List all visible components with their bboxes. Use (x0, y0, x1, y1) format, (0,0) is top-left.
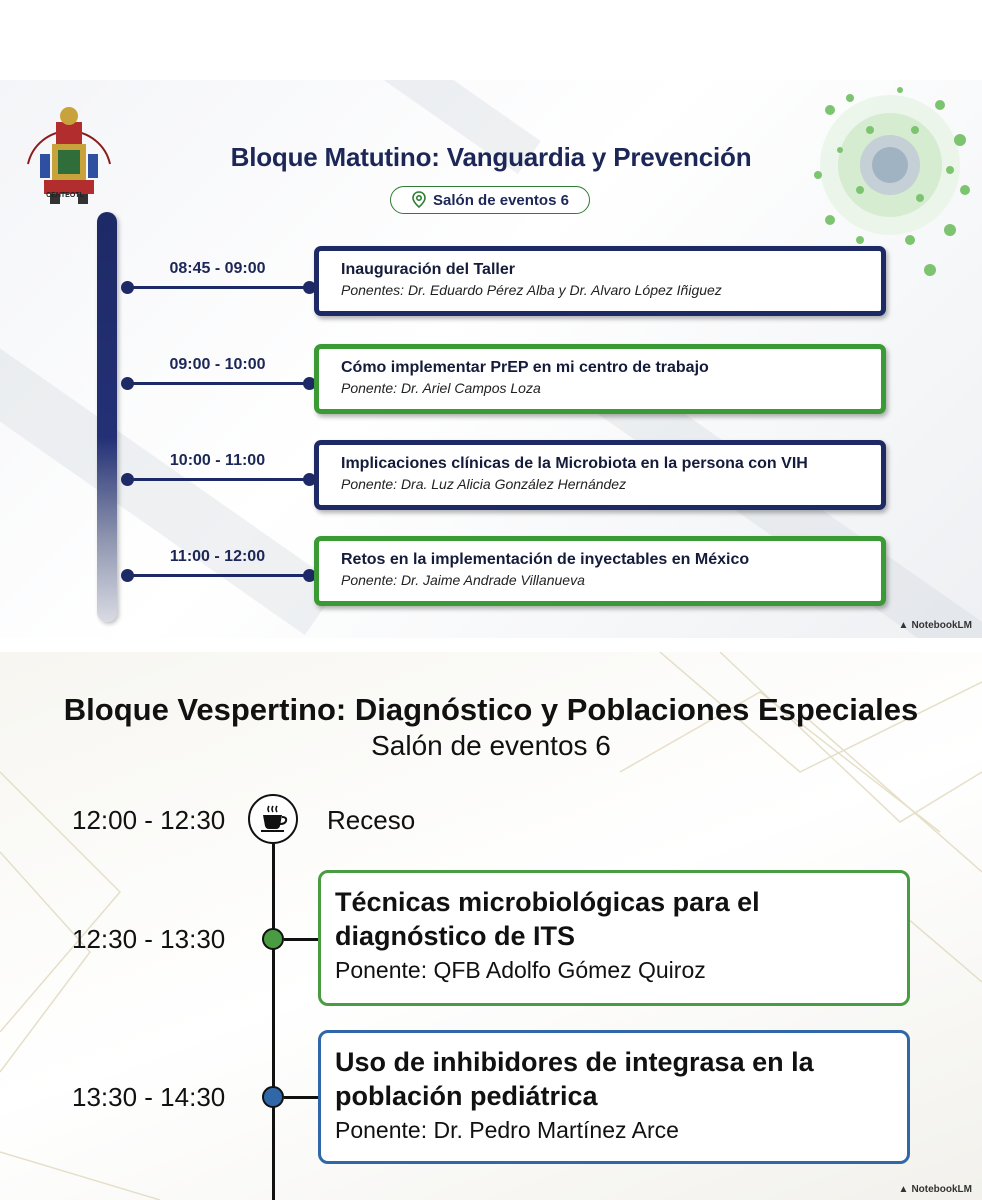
afternoon-block-slide (0, 652, 982, 1200)
session-title: Cómo implementar PrEP en mi centro de trabajo (341, 359, 709, 376)
session-card (318, 1030, 910, 1164)
timeline-dot (121, 473, 134, 486)
session-speaker: Ponentes: Dr. Eduardo Pérez Alba y Dr. Alvaro López Iñiguez (341, 282, 722, 298)
timeline-dot (121, 569, 134, 582)
session-title: Implicaciones clínicas de la Microbiota en la persona con VIH (341, 455, 808, 472)
session-row (0, 452, 982, 532)
morning-block-title: Bloque Matutino: Vanguardia y Prevención (230, 142, 752, 172)
session-row (0, 260, 982, 340)
venue-badge (390, 186, 590, 214)
session-time: 12:30 - 13:30 (72, 924, 226, 954)
session-time: 10:00 - 11:00 (169, 452, 266, 469)
session-title: Inauguración del Taller (341, 261, 515, 278)
session-speaker: Ponente: QFB Adolfo Gómez Quiroz (335, 957, 706, 983)
coffee-cup-icon (258, 804, 288, 834)
session-card (314, 536, 886, 606)
session-card (314, 440, 886, 510)
timeline-connector (284, 1096, 318, 1099)
notebooklm-icon: ▲ (898, 620, 909, 631)
venue-label: Salón de eventos 6 (371, 730, 611, 761)
timeline-line (272, 844, 275, 1200)
break-time: 12:00 - 12:30 (72, 805, 226, 835)
notebooklm-icon: ▲ (898, 1184, 909, 1195)
break-marker (248, 794, 298, 844)
afternoon-block-title: Bloque Vespertino: Diagnóstico y Poblaciones Especiales (63, 692, 919, 727)
session-title-line2: población pediátrica (335, 1081, 598, 1111)
session-speaker: Ponente: Dr. Ariel Campos Loza (341, 380, 541, 396)
session-speaker: Ponente: Dr. Jaime Andrade Villanueva (341, 572, 585, 588)
session-time: 11:00 - 12:00 (169, 548, 266, 565)
session-time: 08:45 - 09:00 (169, 260, 266, 277)
session-title-line1: Técnicas microbiológicas para el (335, 887, 760, 917)
session-time: 13:30 - 14:30 (72, 1082, 226, 1112)
session-row (0, 356, 982, 436)
session-speaker: Ponente: Dr. Pedro Martínez Arce (335, 1117, 679, 1143)
timeline-connector (284, 938, 318, 941)
timeline-dot (262, 928, 284, 950)
session-row (0, 548, 982, 628)
timeline-connector (128, 478, 314, 481)
timeline-connector (128, 286, 314, 289)
timeline-connector (128, 382, 314, 385)
venue-label: Salón de eventos 6 (433, 191, 569, 209)
session-time: 09:00 - 10:00 (169, 356, 266, 373)
notebooklm-watermark (899, 620, 972, 631)
logo-caption: CENTEOTL (46, 192, 84, 199)
timeline-dot (262, 1086, 284, 1108)
session-card (314, 246, 886, 316)
session-title-line1: Uso de inhibidores de integrasa en la (335, 1047, 814, 1077)
morning-block-slide (0, 80, 982, 638)
break-label: Receso (327, 805, 416, 835)
location-pin-icon (411, 191, 427, 209)
watermark-text: NotebookLM (911, 620, 972, 631)
session-title: Retos en la implementación de inyectables en México (341, 551, 750, 568)
timeline-dot (121, 281, 134, 294)
notebooklm-watermark (899, 1184, 972, 1195)
session-card (318, 870, 910, 1006)
timeline-dot (121, 377, 134, 390)
session-card (314, 344, 886, 414)
session-speaker: Ponente: Dra. Luz Alicia González Hernández (341, 476, 627, 492)
session-title-line2: diagnóstico de ITS (335, 921, 576, 951)
watermark-text: NotebookLM (911, 1184, 972, 1195)
timeline-connector (128, 574, 314, 577)
